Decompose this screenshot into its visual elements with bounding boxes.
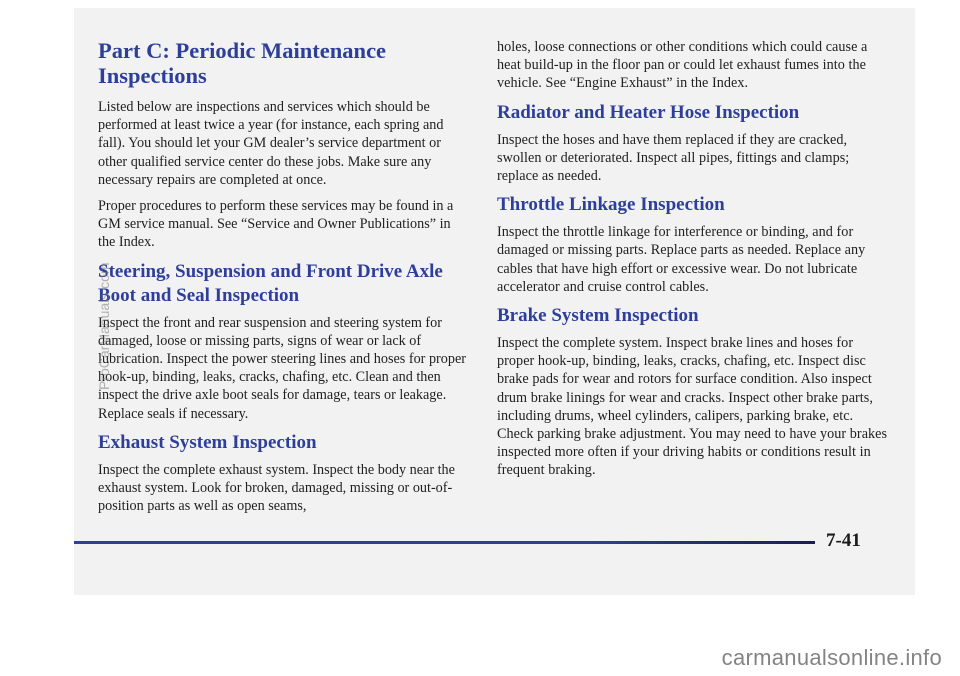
- page-number: 7-41: [826, 530, 861, 551]
- exhaust-section-title: Exhaust System Inspection: [98, 431, 317, 453]
- throttle-section-text: Inspect the throttle linkage for interference or binding, and for damaged or missing parts. Replace parts as needed. Replace any cables that have high effort or excessive wear. Do not lubricate accelerator and cruise control cables.: [497, 224, 866, 295]
- throttle-section-title: Throttle Linkage Inspection: [497, 194, 725, 216]
- radiator-section-title: Radiator and Heater Hose Inspection: [497, 101, 800, 123]
- footer-rule: [74, 541, 815, 544]
- steering-section-text: Inspect the front and rear suspension and steering system for damaged, loose or missing parts, signs of wear or lack of lubrication. Inspect the power steering lines and hoses for proper hook-up, binding, leaks, cracks, chafing, etc. Clean and then inspect the drive axle boot seals for damage, tears or leakage. Replace seals if necessary.: [98, 314, 466, 422]
- site-watermark: carmanualsonline.info: [721, 645, 942, 670]
- brake-section-text: Inspect the complete system. Inspect brake lines and hoses for proper hook-up, binding, leaks, cracks, chafing, etc. Inspect disc brake pads for wear and rotors for surface condition. Also inspect drum brake linings for wear and cracks. Inspect other brake parts, including drums, wheel cylinders, calipers, parking brake, etc. Check parking brake adjustment. You may need to have your brakes inspected more often if your driving habits or conditions result in frequent braking.: [497, 335, 888, 479]
- radiator-section-text: Inspect the hoses and have them replaced if they are cracked, swollen or deteriorated. Inspect all pipes, fittings and clamps; replace as needed.: [497, 131, 850, 185]
- right-column: [497, 38, 889, 488]
- brake-section-title: Brake System Inspection: [497, 305, 699, 327]
- exhaust-section-continued: holes, loose connections or other conditions which could cause a heat build-up in the floor pan or could let exhaust fumes into the vehicle. See “Engine Exhaust” in the Index.: [497, 39, 868, 92]
- vertical-watermark-text: ProCarManuals.com: [96, 262, 112, 390]
- exhaust-section-text: Inspect the complete exhaust system. Inspect the body near the exhaust system. Look for broken, damaged, missing or out-of-position parts as well as open seams,: [98, 461, 455, 515]
- part-title: Part C: Periodic Maintenance Inspections: [98, 38, 387, 88]
- vertical-watermark: [78, 220, 112, 400]
- steering-section-title: Steering, Suspension and Front Drive Axle Boot and Seal Inspection: [98, 260, 443, 306]
- intro-paragraph-2: Proper procedures to perform these services may be found in a GM service manual. See “Service and Owner Publications” in the Index.: [98, 198, 454, 251]
- left-column: [98, 38, 468, 523]
- intro-paragraph-1: Listed below are inspections and services which should be performed at least twice a year (for instance, each spring and fall). You should let your GM dealer’s service department or other qualified service center do these jobs. Make sure any necessary repairs are completed at once.: [98, 99, 444, 188]
- manual-page: [74, 8, 915, 595]
